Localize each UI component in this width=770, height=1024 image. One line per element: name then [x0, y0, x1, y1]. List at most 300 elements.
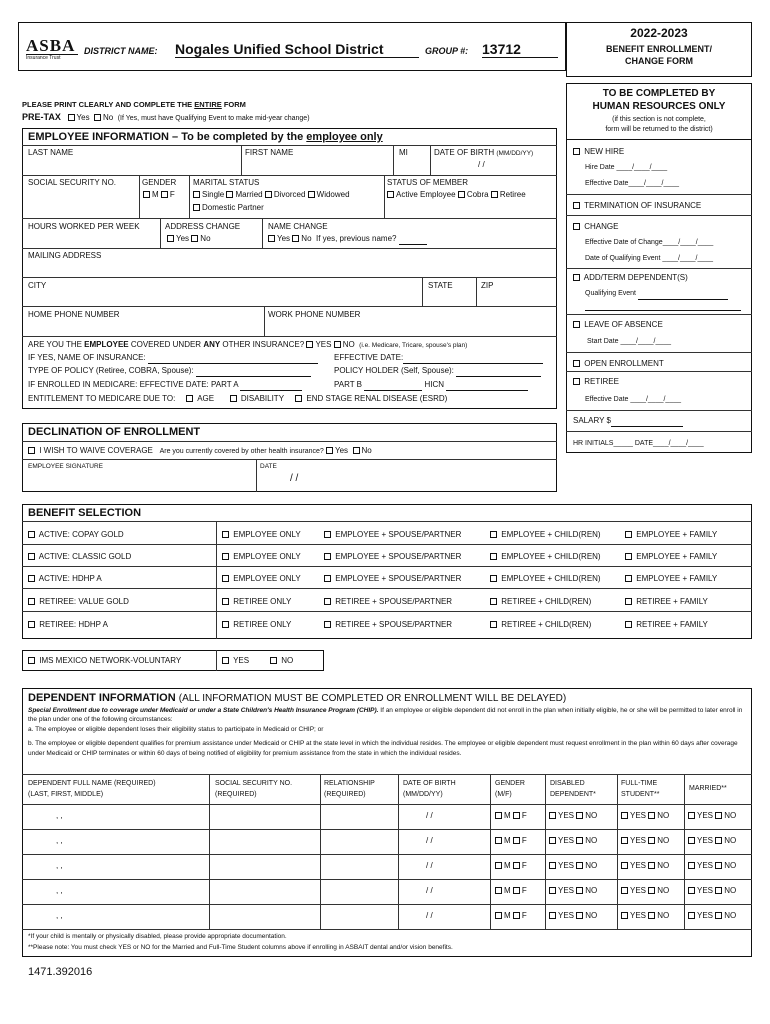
- coverage-tier-label: EMPLOYEE ONLY: [233, 530, 301, 539]
- mailing-address-field[interactable]: [24, 261, 555, 276]
- dependent-relationship-field[interactable]: [322, 806, 396, 827]
- coverage-tier-label: RETIREE + CHILD(REN): [501, 597, 592, 606]
- married-yes-label: YES: [697, 811, 714, 820]
- pretax-no-checkbox[interactable]: [94, 114, 101, 121]
- dependent-gender-m-checkbox[interactable]: [495, 837, 502, 844]
- disabled-yes-label: YES: [558, 911, 575, 920]
- hire-date-field[interactable]: Hire Date ____/____/____: [585, 164, 668, 171]
- decl-date-label: DATE: [260, 463, 277, 470]
- coverage-tier-option: [324, 620, 452, 630]
- policy-holder-row: [334, 365, 541, 377]
- medicare-a-label: IF ENROLLED IN MEDICARE: EFFECTIVE DATE: PART A: [28, 380, 239, 389]
- part-b-field[interactable]: [364, 379, 422, 391]
- other-ins-text-4: ANY: [203, 340, 221, 349]
- coverage-tier-checkbox[interactable]: [625, 531, 632, 538]
- coverage-tier-checkbox[interactable]: [222, 553, 229, 560]
- retiree-label: Retiree: [499, 190, 526, 199]
- dependent-married: [688, 911, 736, 921]
- fulltime-no-checkbox[interactable]: [648, 837, 655, 844]
- coverage-tier-label: EMPLOYEE + FAMILY: [636, 574, 718, 583]
- leave-start-date-field[interactable]: Start Date ____/____/____: [587, 338, 672, 345]
- married-no-label: NO: [724, 811, 737, 820]
- decl-yes-checkbox[interactable]: [326, 447, 333, 454]
- name-change-yes-label: Yes: [277, 234, 291, 243]
- dependent-gender-m-checkbox[interactable]: [495, 862, 502, 869]
- last-name-field[interactable]: [24, 158, 239, 174]
- married-yes-label: YES: [697, 836, 714, 845]
- dependent-dob-field[interactable]: / /: [426, 811, 433, 820]
- dependent-relationship-field[interactable]: [322, 906, 396, 927]
- name-change-yes-checkbox[interactable]: [268, 235, 275, 242]
- esrd-checkbox[interactable]: [295, 395, 302, 402]
- col-dob-header-2: (MM/DD/YY): [403, 791, 443, 798]
- dependent-ssn-field[interactable]: [211, 906, 318, 927]
- coverage-tier-label: EMPLOYEE + SPOUSE/PARTNER: [335, 574, 462, 583]
- coverage-tier-option: [490, 552, 601, 562]
- print-instruction: [22, 100, 246, 110]
- fulltime-no-label: NO: [657, 861, 670, 870]
- new-hire-effective-field[interactable]: Effective Date____/____/____: [585, 180, 680, 187]
- dependent-gender-f-checkbox[interactable]: [513, 812, 520, 819]
- signature-label: EMPLOYEE SIGNATURE: [28, 463, 104, 470]
- change-effective-field[interactable]: Effective Date of Change____/____/____: [585, 239, 714, 246]
- special-enrollment-rest: If an employee or eligible dependent did not enroll in the plan when initially eligible, he or she will be permitted to later enroll in the plan under one of the following circumstances:: [28, 707, 743, 724]
- waive-checkbox[interactable]: [28, 447, 35, 454]
- disabled-yes-label: YES: [558, 861, 575, 870]
- footnote-2: **Please note: You must check YES or NO for the Married and Full-Time Student columns above if enrolling in ASBAIT dental and/or vision benefits.: [28, 944, 453, 951]
- retiree-checkbox[interactable]: [491, 191, 498, 198]
- married-yes-checkbox[interactable]: [688, 887, 695, 894]
- dob-format: (MM/DD/YY): [496, 150, 534, 157]
- medicare-a-field[interactable]: [240, 379, 302, 391]
- married-no-checkbox[interactable]: [715, 912, 722, 919]
- dependent-dob-field[interactable]: / /: [426, 911, 433, 920]
- coverage-tier-checkbox[interactable]: [625, 553, 632, 560]
- leave-label: LEAVE OF ABSENCE: [584, 320, 663, 329]
- fulltime-no-checkbox[interactable]: [648, 887, 655, 894]
- address-change-yes-checkbox[interactable]: [167, 235, 174, 242]
- mailing-address-label: MAILING ADDRESS: [28, 251, 102, 260]
- policy-type-field[interactable]: [196, 365, 311, 377]
- policy-holder-field[interactable]: [456, 365, 541, 377]
- dependent-row: [22, 829, 752, 854]
- policy-holder-label: POLICY HOLDER (Self, Spouse):: [334, 366, 454, 375]
- dependent-disabled: [549, 886, 597, 896]
- coverage-tier-checkbox[interactable]: [625, 621, 632, 628]
- hours-label: HOURS WORKED PER WEEK: [28, 222, 140, 231]
- married-no-label: NO: [724, 861, 737, 870]
- work-phone-field[interactable]: [266, 320, 555, 334]
- dependent-gender: [495, 836, 527, 846]
- dependent-married: [688, 811, 736, 821]
- married-yes-checkbox[interactable]: [688, 837, 695, 844]
- dob-field[interactable]: [432, 158, 555, 174]
- coverage-tier-checkbox[interactable]: [324, 598, 331, 605]
- salary-label: SALARY $: [573, 416, 611, 425]
- col-fulltime-header: FULL-TIME: [621, 780, 658, 787]
- dependent-relationship-field[interactable]: [322, 856, 396, 877]
- coverage-tier-option: [490, 597, 591, 607]
- special-enrollment-text: [28, 706, 746, 725]
- coverage-tier-option: [222, 530, 301, 540]
- disabled-no-checkbox[interactable]: [576, 912, 583, 919]
- home-phone-label: HOME PHONE NUMBER: [28, 310, 120, 319]
- coverage-tier-checkbox[interactable]: [490, 575, 497, 582]
- fulltime-no-checkbox[interactable]: [648, 862, 655, 869]
- benefit-plan-label: RETIREE: VALUE GOLD: [39, 597, 129, 606]
- dependent-title: [28, 692, 566, 705]
- dependent-married: [688, 836, 736, 846]
- dependent-fulltime: [621, 811, 669, 821]
- married-yes-label: YES: [697, 861, 714, 870]
- cobra-label: Cobra: [466, 190, 489, 199]
- fulltime-yes-checkbox[interactable]: [621, 887, 628, 894]
- ims-no-option: [270, 656, 293, 666]
- state-field[interactable]: [424, 291, 474, 305]
- coverage-tier-checkbox[interactable]: [490, 553, 497, 560]
- coverage-tier-option: [324, 552, 461, 562]
- dependent-gender-m-label: M: [504, 861, 511, 870]
- married-no-label: NO: [724, 911, 737, 920]
- col-ssn-header: SOCIAL SECURITY NO.: [215, 780, 293, 787]
- gender-f-checkbox[interactable]: [161, 191, 168, 198]
- active-employee-checkbox[interactable]: [387, 191, 394, 198]
- disabled-no-checkbox[interactable]: [576, 837, 583, 844]
- dependent-name-field[interactable]: , ,: [56, 836, 63, 845]
- hr-open-enrollment: [573, 359, 664, 369]
- coverage-tier-checkbox[interactable]: [625, 575, 632, 582]
- disabled-no-checkbox[interactable]: [576, 862, 583, 869]
- dependent-dob-field[interactable]: / /: [426, 861, 433, 870]
- benefit-plan-checkbox[interactable]: [28, 598, 35, 605]
- zip-label: ZIP: [481, 281, 494, 290]
- married-no-checkbox[interactable]: [715, 837, 722, 844]
- gender-m-label: M: [152, 190, 159, 199]
- special-enrollment-bold: Special Enrollment due to coverage under Medicaid or under a State Children's Health Insurance Program (CHIP).: [28, 707, 379, 714]
- signature-field[interactable]: [24, 471, 254, 490]
- dependent-name-field[interactable]: , ,: [56, 886, 63, 895]
- coverage-tier-checkbox[interactable]: [324, 621, 331, 628]
- coverage-tier-label: EMPLOYEE + CHILD(REN): [501, 530, 601, 539]
- mi-label: MI: [399, 148, 408, 157]
- fulltime-no-label: NO: [657, 836, 670, 845]
- coverage-tier-option: [324, 530, 461, 540]
- dependent-ssn-field[interactable]: [211, 831, 318, 852]
- address-change-no-label: No: [200, 234, 211, 243]
- married-no-label: NO: [724, 886, 737, 895]
- coverage-tier-label: RETIREE + FAMILY: [636, 620, 708, 629]
- add-term-dependent-checkbox[interactable]: [573, 274, 580, 281]
- coverage-tier-checkbox[interactable]: [222, 598, 229, 605]
- married-no-label: NO: [724, 836, 737, 845]
- retiree-effective-field[interactable]: Effective Date ____/____/____: [585, 396, 682, 403]
- coverage-tier-label: RETIREE ONLY: [233, 597, 292, 606]
- coverage-tier-label: EMPLOYEE + SPOUSE/PARTNER: [335, 552, 462, 561]
- dependent-married: [688, 886, 736, 896]
- dependent-gender-f-checkbox[interactable]: [513, 837, 520, 844]
- policy-type-label: TYPE OF POLICY (Retiree, COBRA, Spouse):: [28, 366, 194, 375]
- benefit-title: BENEFIT SELECTION: [28, 507, 142, 519]
- dependent-dob-field[interactable]: / /: [426, 886, 433, 895]
- qualifying-event-field[interactable]: [638, 289, 728, 300]
- city-label: CITY: [28, 281, 47, 290]
- benefit-plan-label: ACTIVE: CLASSIC GOLD: [38, 552, 132, 561]
- benefit-box: [22, 504, 752, 639]
- dependent-row: [22, 804, 752, 829]
- fulltime-yes-checkbox[interactable]: [621, 862, 628, 869]
- employee-info-title: [28, 131, 383, 143]
- dependent-gender-m-checkbox[interactable]: [495, 912, 502, 919]
- ims-yes-checkbox[interactable]: [222, 657, 229, 664]
- married-no-checkbox[interactable]: [715, 862, 722, 869]
- coverage-tier-checkbox[interactable]: [324, 575, 331, 582]
- gender-label: GENDER: [142, 178, 177, 187]
- dependent-name-field[interactable]: , ,: [56, 911, 63, 920]
- hr-retiree-checkbox[interactable]: [573, 378, 580, 385]
- group-number: 13712: [482, 41, 558, 58]
- change-checkbox[interactable]: [573, 223, 580, 230]
- coverage-tier-checkbox[interactable]: [324, 531, 331, 538]
- address-change-no-checkbox[interactable]: [191, 235, 198, 242]
- disabled-yes-checkbox[interactable]: [549, 887, 556, 894]
- dependent-gender: [495, 811, 527, 821]
- previous-name-label: If yes, previous name?: [315, 234, 397, 243]
- salary-field[interactable]: [611, 416, 683, 427]
- dependent-dob-field[interactable]: / /: [426, 836, 433, 845]
- coverage-tier-option: [222, 574, 301, 584]
- coverage-tier-checkbox[interactable]: [222, 621, 229, 628]
- fulltime-no-checkbox[interactable]: [648, 912, 655, 919]
- group-label: GROUP #:: [425, 46, 469, 56]
- married-yes-checkbox[interactable]: [688, 912, 695, 919]
- dependent-gender-m-label: M: [504, 836, 511, 845]
- other-ins-text-1: ARE YOU THE: [28, 340, 85, 349]
- ims-label: IMS MEXICO NETWORK-VOLUNTARY: [39, 656, 182, 665]
- ins-effective-label: EFFECTIVE DATE:: [334, 353, 404, 362]
- dependent-relationship-field[interactable]: [322, 881, 396, 902]
- coverage-tier-label: RETIREE + CHILD(REN): [501, 620, 592, 629]
- termination-label: TERMINATION OF INSURANCE: [584, 201, 702, 210]
- ims-checkbox[interactable]: [28, 657, 35, 664]
- gender-f-label: F: [169, 190, 175, 199]
- hr-termination: [573, 201, 701, 211]
- new-hire-checkbox[interactable]: [573, 148, 580, 155]
- hr-title-1: TO BE COMPLETED BY: [602, 88, 716, 99]
- marital-status-label: MARITAL STATUS: [193, 178, 260, 187]
- other-ins-yes-checkbox[interactable]: [306, 341, 313, 348]
- fulltime-yes-checkbox[interactable]: [621, 912, 628, 919]
- coverage-tier-option: [490, 574, 601, 584]
- other-ins-no-checkbox[interactable]: [334, 341, 341, 348]
- benefit-plan-checkbox[interactable]: [28, 553, 35, 560]
- coverage-tier-label: RETIREE + SPOUSE/PARTNER: [335, 597, 453, 606]
- coverage-tier-checkbox[interactable]: [625, 598, 632, 605]
- coverage-tier-option: [222, 620, 291, 630]
- ssn-field[interactable]: [24, 188, 136, 216]
- dependent-gender-m-checkbox[interactable]: [495, 887, 502, 894]
- dependent-gender-f-label: F: [521, 911, 527, 920]
- fulltime-no-checkbox[interactable]: [648, 812, 655, 819]
- disabled-yes-checkbox[interactable]: [549, 862, 556, 869]
- coverage-tier-label: EMPLOYEE + FAMILY: [636, 530, 718, 539]
- col-name-header-2: (LAST, FIRST, MIDDLE): [28, 791, 104, 798]
- employee-info-title-em: employee only: [306, 131, 383, 143]
- col-fulltime-header-2: STUDENT**: [621, 791, 660, 798]
- dependent-header-row: [22, 774, 752, 804]
- mi-field[interactable]: [395, 158, 428, 174]
- dependent-name-field[interactable]: , ,: [56, 811, 63, 820]
- benefit-plan-checkbox[interactable]: [28, 621, 35, 628]
- dependent-gender-f-checkbox[interactable]: [513, 862, 520, 869]
- home-phone-field[interactable]: [24, 320, 262, 334]
- decl-no-checkbox[interactable]: [353, 447, 360, 454]
- change-label: CHANGE: [584, 222, 619, 231]
- dependent-gender-f-checkbox[interactable]: [513, 887, 520, 894]
- hr-retiree: [573, 377, 619, 387]
- dependent-ssn-field[interactable]: [211, 881, 318, 902]
- other-ins-text-2: EMPLOYEE: [84, 340, 129, 349]
- fulltime-no-label: NO: [657, 886, 670, 895]
- disabled-yes-checkbox[interactable]: [549, 837, 556, 844]
- divorced-checkbox[interactable]: [265, 191, 272, 198]
- disabled-yes-label: YES: [558, 811, 575, 820]
- decl-no-label: No: [361, 446, 372, 455]
- ims-no-checkbox[interactable]: [270, 657, 277, 664]
- coverage-tier-label: EMPLOYEE + FAMILY: [636, 552, 718, 561]
- disabled-no-label: NO: [585, 911, 598, 920]
- other-insurance-question: [28, 339, 467, 351]
- single-label: Single: [202, 190, 225, 199]
- dependent-gender-f-label: F: [521, 886, 527, 895]
- coverage-tier-checkbox[interactable]: [222, 531, 229, 538]
- dependent-ssn-field[interactable]: [211, 806, 318, 827]
- print-instruction-pre: PLEASE PRINT CLEARLY AND COMPLETE THE: [22, 100, 195, 109]
- fulltime-yes-checkbox[interactable]: [621, 812, 628, 819]
- previous-name-field[interactable]: [399, 234, 427, 245]
- coverage-tier-option: [625, 620, 708, 630]
- col-relationship-header-2: (REQUIRED): [324, 791, 366, 798]
- dependent-title-text: DEPENDENT INFORMATION: [28, 692, 176, 704]
- hr-retiree-label: RETIREE: [584, 377, 619, 386]
- dependent-ssn-field[interactable]: [211, 856, 318, 877]
- pretax-yes-checkbox[interactable]: [68, 114, 75, 121]
- age-checkbox[interactable]: [186, 395, 193, 402]
- dependent-gender-m-label: M: [504, 811, 511, 820]
- domestic-option: [193, 203, 264, 213]
- name-change-no-checkbox[interactable]: [292, 235, 299, 242]
- hr-title-2: HUMAN RESOURCES ONLY: [592, 101, 726, 112]
- col-married-header: MARRIED**: [689, 785, 727, 792]
- benefit-plan-option: [28, 620, 108, 630]
- dependent-relationship-field[interactable]: [322, 831, 396, 852]
- insurance-name-field[interactable]: [148, 352, 318, 364]
- waive-label: I WISH TO WAIVE COVERAGE: [39, 446, 153, 455]
- domestic-partner-checkbox[interactable]: [193, 204, 200, 211]
- coverage-tier-checkbox[interactable]: [490, 598, 497, 605]
- disabled-yes-checkbox[interactable]: [549, 812, 556, 819]
- married-no-checkbox[interactable]: [715, 812, 722, 819]
- divorced-label: Divorced: [273, 190, 306, 199]
- ins-effective-field[interactable]: [403, 352, 543, 364]
- disabled-no-label: NO: [585, 811, 598, 820]
- dependent-gender-m-checkbox[interactable]: [495, 812, 502, 819]
- coverage-tier-checkbox[interactable]: [222, 575, 229, 582]
- disabled-yes-label: YES: [558, 886, 575, 895]
- coverage-tier-checkbox[interactable]: [490, 621, 497, 628]
- asba-logo: [26, 38, 78, 61]
- married-no-checkbox[interactable]: [715, 887, 722, 894]
- name-change-no-label: No: [301, 234, 312, 243]
- married-yes-checkbox[interactable]: [688, 862, 695, 869]
- address-change-label: ADDRESS CHANGE: [165, 222, 241, 231]
- coverage-tier-option: [222, 552, 301, 562]
- col-name-header: DEPENDENT FULL NAME (REQUIRED): [28, 780, 156, 787]
- termination-checkbox[interactable]: [573, 202, 580, 209]
- married-yes-checkbox[interactable]: [688, 812, 695, 819]
- qualifying-event-row: [585, 289, 728, 300]
- coverage-tier-option: [324, 574, 461, 584]
- hours-field[interactable]: [24, 232, 158, 246]
- disability-checkbox[interactable]: [230, 395, 237, 402]
- dependent-gender-m-label: M: [504, 886, 511, 895]
- open-enrollment-checkbox[interactable]: [573, 360, 580, 367]
- city-field[interactable]: [24, 291, 420, 305]
- dependent-disabled: [549, 836, 597, 846]
- dependent-gender-f-label: F: [521, 811, 527, 820]
- dependent-row: [22, 854, 752, 879]
- disabled-yes-label: YES: [558, 836, 575, 845]
- married-checkbox[interactable]: [226, 191, 233, 198]
- cobra-checkbox[interactable]: [458, 191, 465, 198]
- fulltime-yes-checkbox[interactable]: [621, 837, 628, 844]
- disabled-no-label: NO: [585, 836, 598, 845]
- disabled-yes-checkbox[interactable]: [549, 912, 556, 919]
- medicare-b-row: [334, 379, 528, 391]
- hr-initials-field[interactable]: HR INITIALS_____ DATE____/____/____: [573, 440, 704, 447]
- benefit-plan-checkbox[interactable]: [28, 531, 35, 538]
- print-instruction-em: ENTIRE: [194, 100, 222, 109]
- leave-checkbox[interactable]: [573, 321, 580, 328]
- other-ins-note: (i.e. Medicare, Tricare, spouse's plan): [359, 342, 468, 349]
- dependent-gender-f-checkbox[interactable]: [513, 912, 520, 919]
- coverage-tier-checkbox[interactable]: [324, 553, 331, 560]
- disabled-no-checkbox[interactable]: [576, 887, 583, 894]
- single-checkbox[interactable]: [193, 191, 200, 198]
- benefit-plan-checkbox[interactable]: [28, 575, 35, 582]
- dependent-disabled: [549, 861, 597, 871]
- coverage-tier-option: [625, 574, 717, 584]
- dependent-name-field[interactable]: , ,: [56, 861, 63, 870]
- benefit-plan-option: [28, 552, 131, 562]
- first-name-field[interactable]: [243, 158, 391, 174]
- coverage-tier-label: EMPLOYEE + CHILD(REN): [501, 574, 601, 583]
- zip-field[interactable]: [478, 291, 555, 305]
- married-yes-label: YES: [697, 911, 714, 920]
- benefit-plan-label: ACTIVE: COPAY GOLD: [38, 530, 124, 539]
- coverage-tier-checkbox[interactable]: [490, 531, 497, 538]
- dependent-fulltime: [621, 886, 669, 896]
- gender-m-checkbox[interactable]: [143, 191, 150, 198]
- disabled-no-checkbox[interactable]: [576, 812, 583, 819]
- hicn-field[interactable]: [446, 379, 528, 391]
- hicn-label: HICN: [424, 380, 445, 389]
- waive-row: [28, 446, 372, 457]
- decl-date-field[interactable]: / /: [290, 473, 299, 484]
- dependent-row: [22, 904, 752, 929]
- qualifying-event-date-field[interactable]: Date of Qualifying Event ____/____/____: [585, 255, 714, 262]
- widowed-checkbox[interactable]: [308, 191, 315, 198]
- form-number: 1471.392016: [28, 966, 93, 978]
